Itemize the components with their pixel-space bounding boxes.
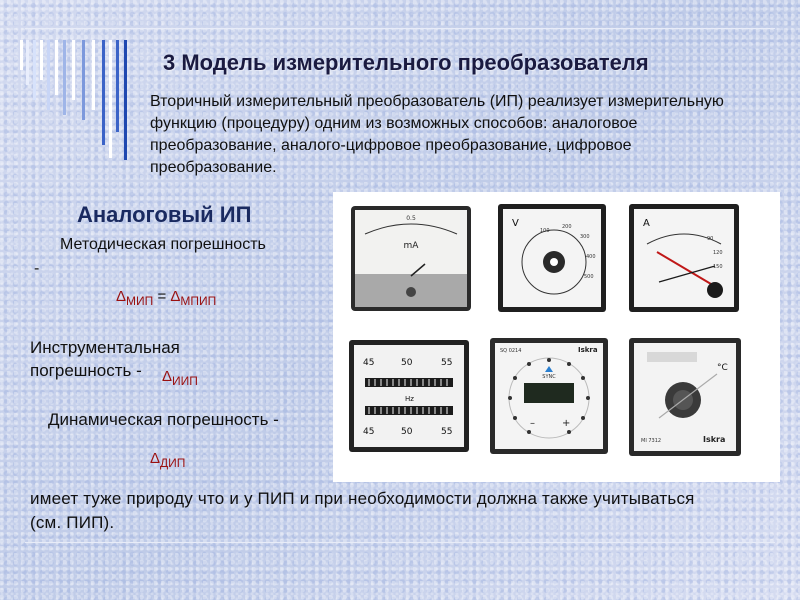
tick-label: 200: [562, 224, 572, 230]
stripe: [82, 40, 85, 120]
equals-sign: =: [157, 288, 167, 305]
sync-label: SYNC: [542, 374, 556, 380]
stripe: [63, 40, 66, 115]
synchroscope: [490, 338, 608, 454]
tick-label: 50: [401, 358, 413, 368]
brand-label: Iskra: [703, 435, 726, 444]
stripe: [102, 40, 105, 145]
stripe: [109, 40, 112, 158]
instrumental-label-line1: Инструментальная: [30, 338, 180, 357]
tick-label: 300: [580, 234, 590, 240]
ammeter: [629, 204, 739, 312]
stripe: [92, 40, 95, 110]
brand-label: Iskra: [578, 346, 598, 354]
dynamic-formula: [150, 450, 185, 470]
delta-subscript: ДИП: [160, 456, 186, 470]
model-label: MI 7312: [641, 438, 662, 444]
divider-line: [25, 28, 775, 29]
tick-label: 55: [441, 358, 453, 368]
stripe: [72, 40, 75, 100]
delta-symbol: Δ: [150, 450, 161, 467]
methodical-label: Методическая погрешность: [60, 236, 266, 253]
unit-label: V: [512, 218, 519, 229]
delta-subscript: МПИП: [180, 294, 217, 308]
milliammeter: [351, 206, 471, 311]
unit-label: mA: [403, 241, 419, 251]
tick-label: 45: [363, 427, 375, 437]
delta-subscript: МИП: [126, 294, 154, 308]
stripe: [26, 40, 29, 85]
stripe: [124, 40, 127, 160]
tick-label: 45: [363, 358, 375, 368]
minus-label: –: [530, 418, 535, 429]
tick-label: 120: [713, 250, 723, 256]
dynamic-label: Динамическая погрешность -: [48, 410, 279, 429]
subheading: Аналоговый ИП: [77, 202, 252, 227]
plus-label: +: [562, 418, 571, 429]
delta-symbol: Δ: [116, 288, 127, 305]
tick-label: 55: [441, 427, 453, 437]
instrumental-formula: [162, 368, 198, 388]
voltmeter: [498, 204, 606, 312]
delta-subscript: ИИП: [172, 374, 198, 388]
methodical-formula: [116, 288, 216, 308]
stripe: [116, 40, 119, 132]
slide-title: 3 Модель измерительного преобразователя: [163, 50, 649, 75]
thermometer: [629, 338, 741, 456]
tick-label: 50: [401, 427, 413, 437]
delta-symbol: Δ: [170, 288, 181, 305]
scale-label: 0.5: [406, 215, 416, 222]
tick-label: 90: [707, 236, 714, 242]
bottom-paragraph: имеет туже природу что и у ПИП и при необходимости должна также учитываться (см. ПИП).: [30, 489, 695, 532]
model-label: SQ 0214: [500, 348, 522, 354]
tick-label: 400: [586, 254, 596, 260]
instrumental-label-line2: погрешность -: [30, 361, 142, 380]
stripe: [33, 40, 36, 100]
instruments-photo: [333, 192, 780, 482]
stripe: [47, 40, 50, 110]
frequency-meter: [349, 340, 469, 452]
stripe: [20, 40, 23, 70]
delta-symbol: Δ: [162, 368, 173, 385]
tick-label: 500: [584, 274, 594, 280]
unit-label: Hz: [405, 395, 414, 403]
unit-label: °C: [717, 363, 728, 373]
tick-label: 150: [713, 264, 723, 270]
stripe: [40, 40, 43, 80]
methodical-dash: -: [34, 260, 40, 277]
divider-line: [25, 542, 775, 543]
tick-label: 100: [540, 228, 550, 234]
stripe: [55, 40, 58, 95]
intro-paragraph: Вторичный измерительный преобразователь (ИП) реализует измерительную функцию (процедуру) одним из возможных способов: аналоговое преобразование, аналого-цифровое преобразование, цифровое преобразование.: [150, 93, 724, 176]
unit-label: A: [643, 218, 650, 229]
